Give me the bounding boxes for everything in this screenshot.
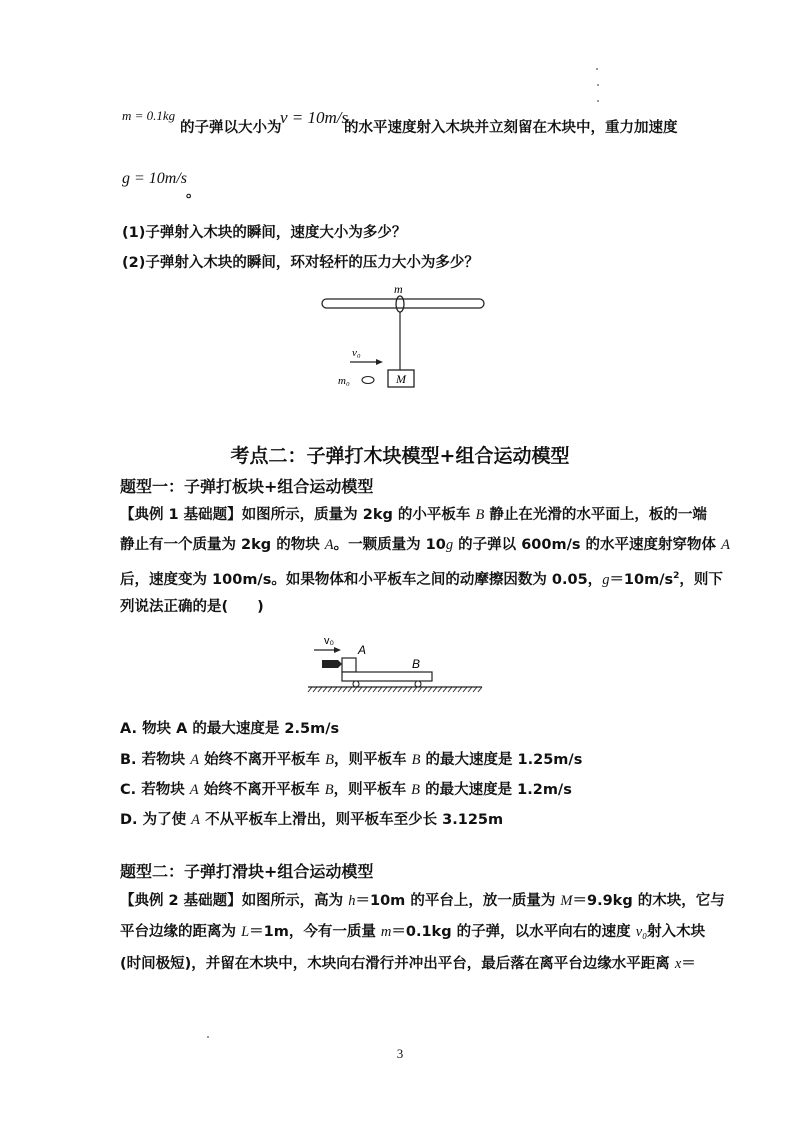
ring-label: m	[394, 282, 403, 296]
rod-ring-block-figure	[320, 282, 490, 392]
figure2-velocity-arrowhead	[334, 647, 341, 653]
velocity-arrowhead	[376, 359, 383, 365]
option-c[interactable]: C. 若物块 A 始终不离开平板车 B，则平板车 B 的最大速度是 1.2m/s	[120, 782, 572, 798]
decorative-dot	[596, 68, 598, 70]
figure2-velocity-label: v₀	[324, 635, 335, 647]
decorative-dot	[597, 84, 599, 86]
block-A	[342, 658, 356, 672]
intro-period: 。	[186, 185, 201, 201]
plank-block-figure	[300, 630, 490, 698]
type2-line1: 【典例 2 基础题】如图所示，高为 h＝10m 的平台上，放一质量为 M＝9.9kg 的木块，它与	[120, 893, 725, 909]
figure2-bullet	[322, 660, 338, 668]
velocity-label: v₀	[352, 347, 361, 359]
decorative-dot	[597, 100, 599, 102]
type1-heading: 题型一：子弹打板块+组合运动模型	[120, 477, 374, 496]
type1-line4: 列说法正确的是( )	[120, 599, 264, 615]
option-a[interactable]: A. 物块 A 的最大速度是 2.5m/s	[120, 721, 340, 737]
velocity-formula: v = 10m/s	[280, 108, 349, 127]
intro-text-1: 的子弹以大小为	[180, 120, 282, 136]
question-2: (2)子弹射入木块的瞬间，环对轻杆的压力大小为多少？	[122, 255, 479, 271]
question-1: (1)子弹射入木块的瞬间，速度大小为多少？	[122, 225, 407, 241]
type1-line2: 静止有一个质量为 2kg 的物块 A。一颗质量为 10g 的子弹以 600m/s 的水平速度射穿物体 A	[120, 537, 730, 553]
block-A-label: A	[358, 643, 367, 657]
ground-hatch	[308, 687, 482, 692]
section-title: 考点二：子弹打木块模型+组合运动模型	[230, 445, 570, 467]
type2-heading: 题型二：子弹打滑块+组合运动模型	[120, 862, 374, 881]
gravity-formula: g = 10m/s	[122, 170, 188, 187]
decorative-dot	[207, 1036, 209, 1038]
plank-B-label: B	[412, 657, 421, 671]
page-number: 3	[396, 1046, 404, 1061]
type1-line1: 【典例 1 基础题】如图所示，质量为 2kg 的小平板车 B 静止在光滑的水平面上，板的一端	[120, 507, 707, 523]
intro-text-2: 的水平速度射入木块并立刻留在木块中，重力加速度	[344, 120, 678, 136]
wheel-right	[415, 681, 421, 687]
type1-line3: 后，速度变为 100m/s。如果物体和小平板车之间的动摩擦因数为 0.05，$g=10m/s^2$，则下	[120, 571, 723, 588]
bullet-label: m₀	[338, 375, 350, 387]
bullet	[362, 377, 374, 384]
mass-formula: m = 0.1kg	[122, 108, 176, 123]
plank-B	[342, 672, 432, 681]
type2-line2: 平台边缘的距离为 L＝1m，今有一质量 m＝0.1kg 的子弹，以水平向右的速度 v₀射入木块	[120, 924, 706, 940]
block-label: M	[396, 372, 406, 386]
option-d[interactable]: D. 为了使 A 不从平板车上滑出，则平板车至少长 3.125m	[120, 812, 504, 828]
option-b[interactable]: B. 若物块 A 始终不离开平板车 B，则平板车 B 的最大速度是 1.25m/s	[120, 752, 583, 768]
wheel-left	[353, 681, 359, 687]
type2-line3: (时间极短)，并留在木块中，木块向右滑行并冲出平台，最后落在离平台边缘水平距离 x＝	[120, 956, 696, 972]
